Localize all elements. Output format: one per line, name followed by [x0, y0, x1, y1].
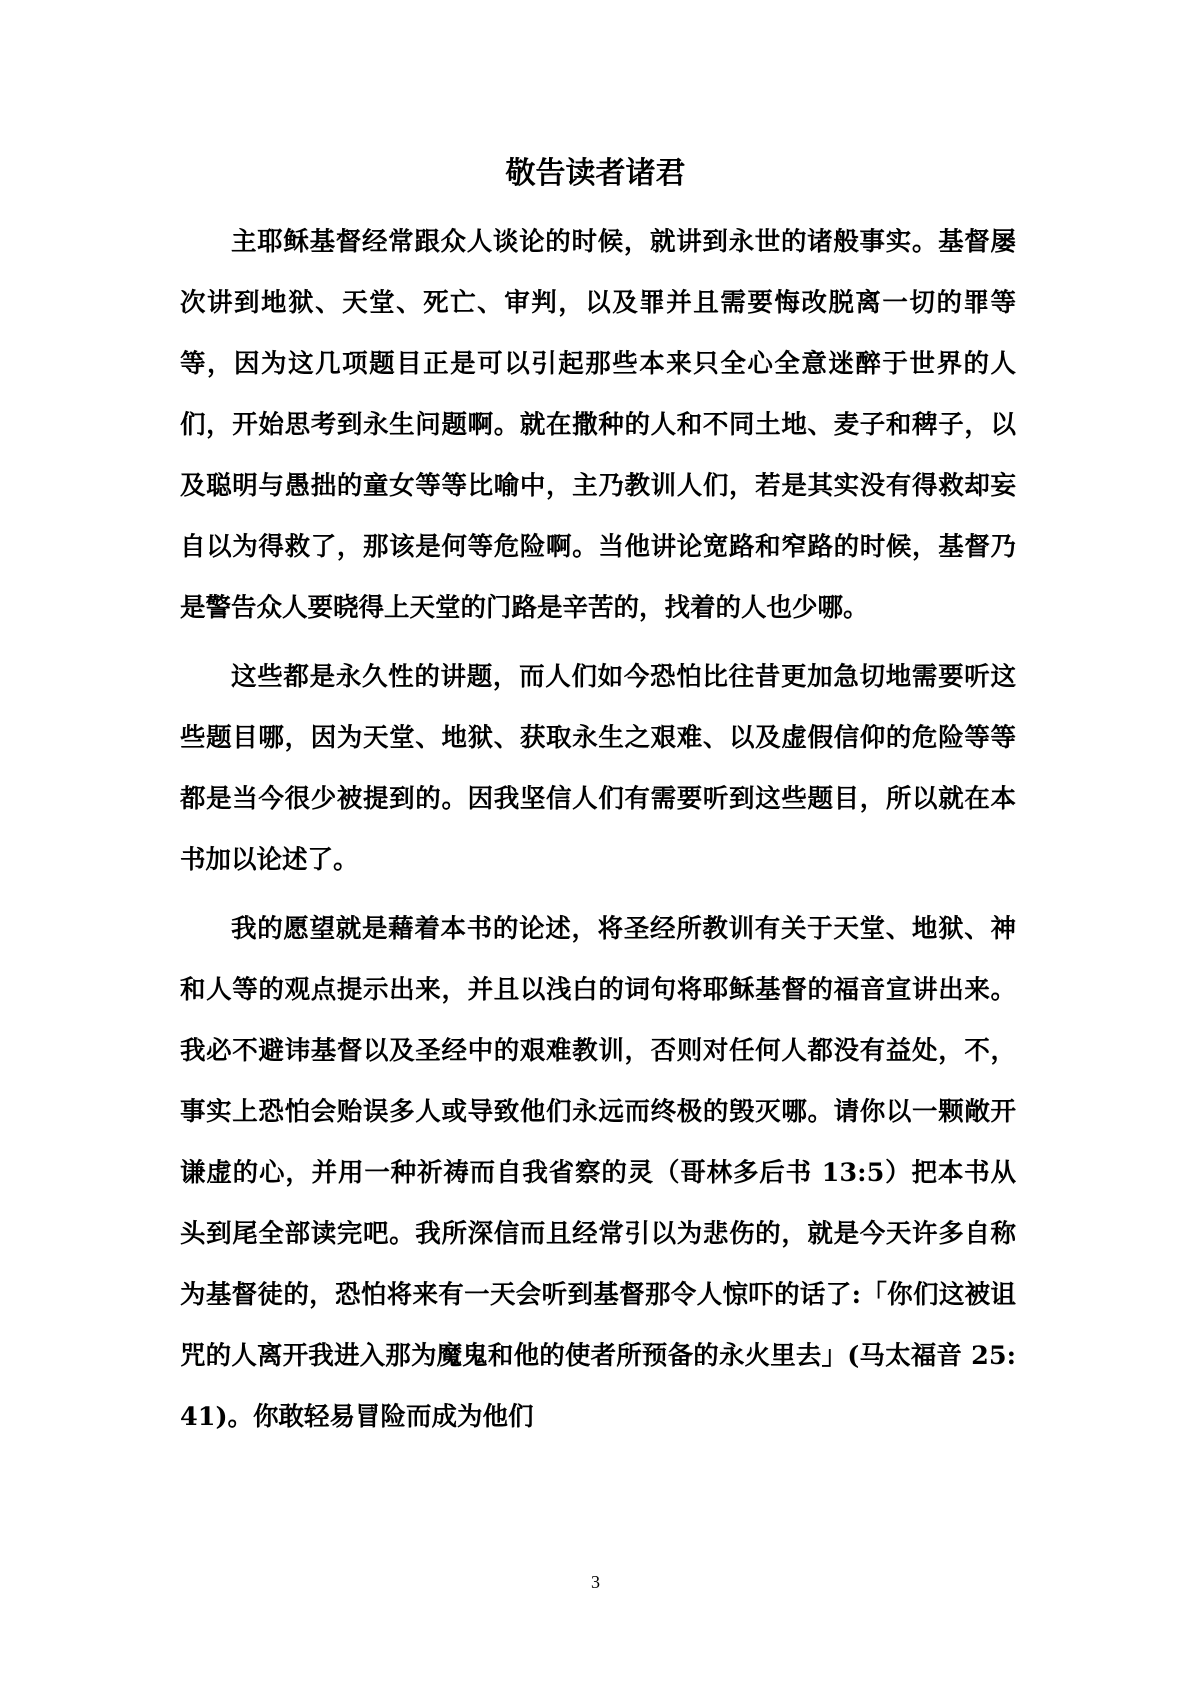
paragraph-2: 这些都是永久性的讲题，而人们如今恐怕比往昔更加急切地需要听这些题目哪，因为天堂、地狱、获取永生之艰难、以及虚假信仰的危险等等都是当今很少被提到的。因我坚信人们有需要听到这些题目，所以就在本书加以论述了。	[180, 662, 1016, 875]
page-title: 敬告读者诸君	[505, 156, 686, 191]
body-text	[180, 212, 1016, 1448]
paragraph-3: 我的愿望就是藉着本书的论述，将圣经所教训有关于天堂、地狱、神和人等的观点提示出来，并且以浅白的词句将耶稣基督的福音宣讲出来。我必不避讳基督以及圣经中的艰难教训，否则对任何人都没有益处，不，事实上恐怕会贻误多人或导致他们永远而终极的毁灭哪。请你以一颗敞开谦虚的心，并用一种祈祷而自我省察的灵（哥林多后书 13:5）把本书从头到尾全部读完吧。我所深信而且经常引以为悲伤的，就是今天许多自称为基督徒的，恐怕将来有一天会听到基督那令人惊吓的话了:「你们这被诅咒的人离开我进入那为魔鬼和他的使者所预备的永火里去」(马太福音 25:41)。你敢轻易冒险而成为他们	[180, 914, 1016, 1432]
paragraph-1: 主耶稣基督经常跟众人谈论的时候，就讲到永世的诸般事实。基督屡次讲到地狱、天堂、死亡、审判，以及罪并且需要悔改脱离一切的罪等等，因为这几项题目正是可以引起那些本来只全心全意迷醉于世界的人们，开始思考到永生问题啊。就在撒种的人和不同土地、麦子和稗子，以及聪明与愚拙的童女等等比喻中，主乃教训人们，若是其实没有得救却妄自以为得救了，那该是何等危险啊。当他讲论宽路和窄路的时候，基督乃是警告众人要晓得上天堂的门路是辛苦的，找着的人也少哪。	[180, 227, 1016, 623]
page-number: 3	[591, 1572, 600, 1592]
